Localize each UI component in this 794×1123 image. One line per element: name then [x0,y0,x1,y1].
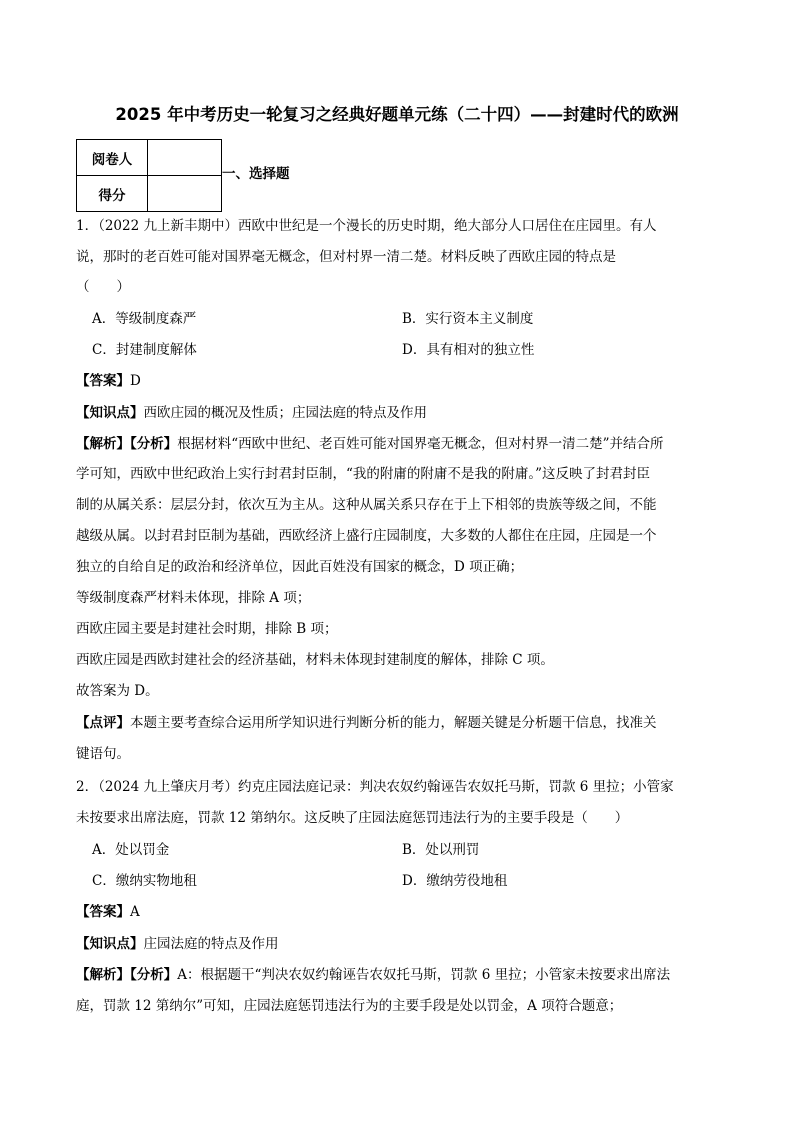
q2-stem-line-1: 2．（2024 九上肇庆月考）约克庄园法庭记录：判决农奴约翰诬告农奴托马斯，罚款 6 里拉；小管家 [76,779,674,795]
q1-option-b: B．实行资本主义制度 [402,311,534,327]
q2-knowledge-label: 【知识点】 [76,936,144,952]
q2-option-a: A．处以罚金 [92,842,170,858]
q2-analysis-line-1 [76,965,720,985]
page-title: 2025 年中考历史一轮复习之经典好题单元练（二十四）——封建时代的欧洲 [115,105,679,124]
q1-answer-label: 【答案】 [76,373,130,389]
q1-analysis-line-5: 独立的自给自足的政治和经济单位，因此百姓没有国家的概念，D 项正确； [76,559,524,575]
q1-answer [76,371,720,391]
q1-stem-line-2: 说，那时的老百姓可能对国界毫无概念，但对村界一清二楚。材料反映了西欧庄园的特点是 [76,249,616,265]
q1-analysis-line-7: 西欧庄园主要是封建社会时期，排除 B 项； [76,621,338,637]
q1-analysis-text-1: 根据材料“西欧中世纪、老百姓可能对国界毫无概念，但对村界一清二楚”并结合所 [177,436,664,452]
q2-option-c: C．缴纳实物地租 [92,873,197,889]
q2-answer [76,902,720,922]
reviewer-label: 阅卷人 [77,140,148,176]
q1-option-c: C．封建制度解体 [92,342,197,358]
q2-knowledge-value: 庄园法庭的特点及作用 [143,936,279,952]
q2-option-b: B．处以刑罚 [402,842,480,858]
q2-answer-value: A [130,904,140,920]
q1-analysis-line-9: 故答案为 D。 [76,683,159,699]
q2-analysis-line-2: 庭，罚款 12 第纳尔”可知，庄园法庭惩罚违法行为的主要手段是处以罚金，A 项符合题意； [76,998,623,1014]
q1-analysis-line-3: 制的从属关系：层层分封，依次互为主从。这种从属关系只存在于上下相邻的贵族等级之间，不能 [76,497,657,513]
q1-knowledge-label: 【知识点】 [76,405,144,421]
q1-knowledge-value: 西欧庄园的概况及性质；庄园法庭的特点及作用 [143,405,427,421]
q2-answer-label: 【答案】 [76,904,130,920]
q2-option-d: D．缴纳劳役地租 [402,873,508,889]
q1-analysis-line-1 [76,434,720,454]
q1-comment-line-1 [76,713,720,733]
score-table [76,139,222,212]
section-heading: 一、选择题 [222,166,290,182]
q1-comment-line-2: 键语句。 [76,746,130,762]
q2-analysis-label: 【解析】【分析】 [76,967,178,983]
q1-stem-line-1: 1．（2022 九上新丰期中）西欧中世纪是一个漫长的历史时期，绝大部分人口居住在庄园里。有人 [76,218,657,234]
q1-comment-text-1: 本题主要考查综合运用所学知识进行判断分析的能力，解题关键是分析题干信息，找准关 [130,715,657,731]
q1-option-d: D．具有相对的独立性 [402,342,535,358]
q1-analysis-line-2: 学可知，西欧中世纪政治上实行封君封臣制，“我的附庸的附庸不是我的附庸。”这反映了封君封臣 [76,466,651,482]
q1-option-a: A．等级制度森严 [92,311,197,327]
q1-knowledge [76,403,720,423]
q1-analysis-line-4: 越级从属。以封君封臣制为基础，西欧经济上盛行庄园制度，大多数的人都住在庄园，庄园是一个 [76,528,657,544]
score-label: 得分 [77,176,148,212]
q1-comment-label: 【点评】 [76,715,130,731]
q2-knowledge [76,934,720,954]
q1-analysis-line-6: 等级制度森严材料未体现，排除 A 项； [76,590,311,606]
q1-analysis-label: 【解析】【分析】 [76,436,178,452]
reviewer-value[interactable] [148,140,222,176]
score-value[interactable] [148,176,222,212]
q1-analysis-line-8: 西欧庄园是西欧封建社会的经济基础，材料未体现封建制度的解体，排除 C 项。 [76,652,554,668]
q2-stem-line-2: 未按要求出席法庭，罚款 12 第纳尔。这反映了庄园法庭惩罚违法行为的主要手段是（ ） [76,810,629,826]
q1-stem-line-3: （ ） [76,279,130,295]
q1-answer-value: D [130,373,141,389]
q2-analysis-text-1: A：根据题干“判决农奴约翰诬告农奴托马斯，罚款 6 里拉；小管家未按要求出席法 [177,967,671,983]
